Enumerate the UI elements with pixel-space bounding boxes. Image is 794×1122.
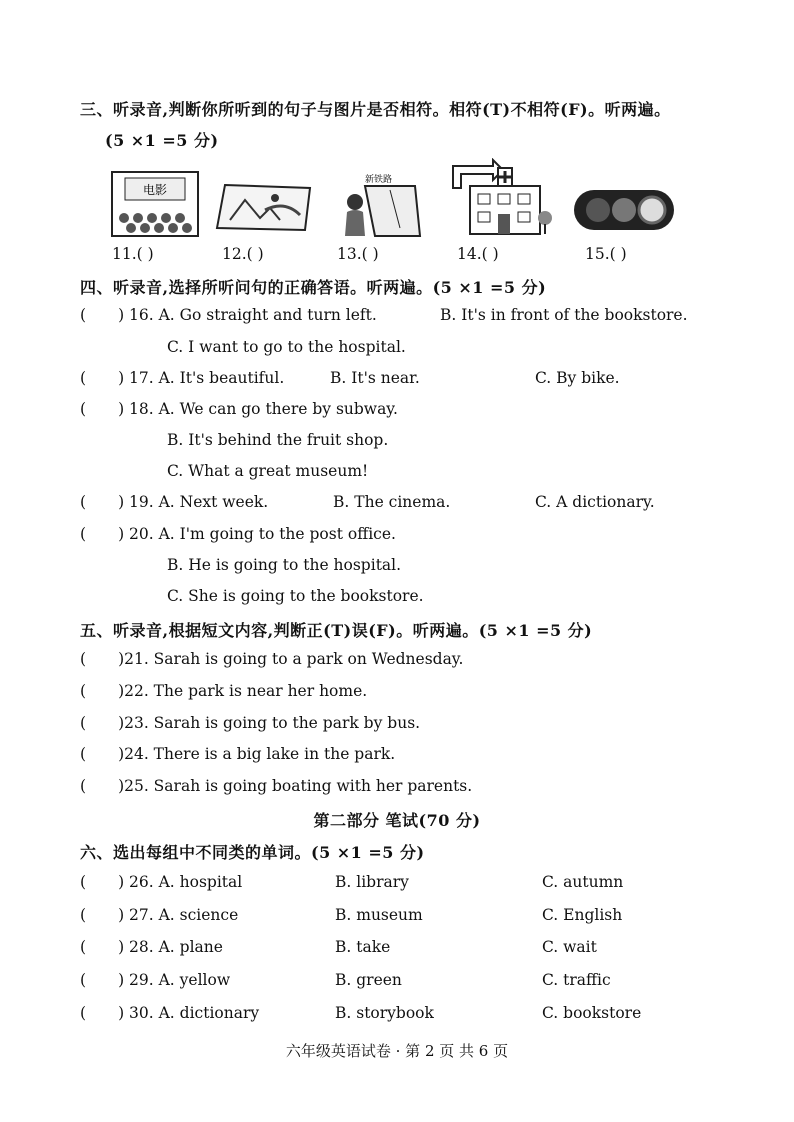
question-18-b: B. It's behind the fruit shop. [167, 431, 389, 449]
question-16-b: B. It's in front of the bookstore. [440, 306, 688, 324]
section3-heading: 三、听录音,判断你所听到的句子与图片是否相符。相符(T)不相符(F)。听两遍。 [80, 100, 671, 119]
question-23-text: )23. Sarah is going to the park by bus. [118, 714, 421, 732]
part2-title: 第二部分 笔试(70 分) [313, 811, 481, 830]
question-18-c: C. What a great museum! [167, 462, 369, 480]
question-29-row[interactable] [80, 971, 230, 989]
cinema-sign-text: 电影 [142, 183, 168, 197]
question-16-row[interactable] [80, 306, 377, 324]
question-17-a: ) 17. A. It's beautiful. [118, 369, 285, 387]
question-19-a: ) 19. A. Next week. [118, 493, 269, 511]
cinema-picture [110, 170, 200, 240]
question-28-b: B. take [335, 938, 391, 956]
open-paren: ( [80, 777, 87, 795]
question-24-text: )24. There is a big lake in the park. [118, 745, 396, 763]
section4-heading: 四、听录音,选择所听问句的正确答语。听两遍。(5 ×1 =5 分) [80, 278, 547, 297]
question-27-c: C. English [542, 906, 623, 924]
open-paren: ( [80, 714, 87, 732]
map-picture [215, 180, 315, 235]
section6-heading: 六、选出每组中不同类的单词。(5 ×1 =5 分) [80, 843, 425, 862]
question-17-c: C. By bike. [535, 369, 620, 387]
question-22-row[interactable] [80, 682, 367, 700]
question-20-b: B. He is going to the hospital. [167, 556, 402, 574]
question-29-b: B. green [335, 971, 402, 989]
answer-blank-13[interactable]: 13.( ) [337, 245, 379, 263]
question-30-b: B. storybook [335, 1004, 434, 1022]
open-paren: ( [80, 306, 87, 324]
question-25-text: )25. Sarah is going boating with her parents. [118, 777, 473, 795]
open-paren: ( [80, 682, 87, 700]
answer-blank-14[interactable]: 14.( ) [457, 245, 499, 263]
section5-heading: 五、听录音,根据短文内容,判断正(T)误(F)。听两遍。(5 ×1 =5 分) [80, 621, 593, 640]
open-paren: ( [80, 493, 87, 511]
open-paren: ( [80, 650, 87, 668]
question-28-a: ) 28. A. plane [118, 938, 223, 956]
question-18-row[interactable] [80, 400, 398, 418]
open-paren: ( [80, 525, 87, 543]
question-27-a: ) 27. A. science [118, 906, 239, 924]
question-26-row[interactable] [80, 873, 242, 891]
question-30-row[interactable] [80, 1004, 259, 1022]
question-24-row[interactable] [80, 745, 395, 763]
question-17-b: B. It's near. [330, 369, 420, 387]
question-26-c: C. autumn [542, 873, 624, 891]
question-21-row[interactable] [80, 650, 463, 668]
hospital-picture [448, 158, 553, 240]
open-paren: ( [80, 369, 87, 387]
open-paren: ( [80, 400, 87, 418]
question-22-text: )22. The park is near her home. [118, 682, 368, 700]
open-paren: ( [80, 745, 87, 763]
question-19-c: C. A dictionary. [535, 493, 655, 511]
section3-score: (5 ×1 =5 分) [105, 131, 219, 150]
question-30-c: C. bookstore [542, 1004, 642, 1022]
question-21-text: )21. Sarah is going to a park on Wednesday. [118, 650, 464, 668]
traffic-light-picture [572, 188, 677, 232]
question-26-b: B. library [335, 873, 409, 891]
open-paren: ( [80, 1004, 87, 1022]
question-19-row[interactable] [80, 493, 268, 511]
question-23-row[interactable] [80, 714, 420, 732]
question-28-c: C. wait [542, 938, 597, 956]
question-26-a: ) 26. A. hospital [118, 873, 243, 891]
question-27-row[interactable] [80, 906, 238, 924]
open-paren: ( [80, 938, 87, 956]
question-29-c: C. traffic [542, 971, 611, 989]
question-28-row[interactable] [80, 938, 223, 956]
answer-blank-11[interactable]: 11.( ) [112, 245, 154, 263]
open-paren: ( [80, 873, 87, 891]
question-16-c: C. I want to go to the hospital. [167, 338, 406, 356]
question-20-c: C. She is going to the bookstore. [167, 587, 424, 605]
question-17-row[interactable] [80, 369, 284, 387]
question-27-b: B. museum [335, 906, 423, 924]
subway-sign-text: 新铁路 [365, 175, 393, 185]
open-paren: ( [80, 906, 87, 924]
answer-blank-12[interactable]: 12.( ) [222, 245, 264, 263]
question-30-a: ) 30. A. dictionary [118, 1004, 260, 1022]
page-footer: 六年级英语试卷 · 第 2 页 共 6 页 [285, 1042, 509, 1060]
question-16-a: ) 16. A. Go straight and turn left. [118, 306, 377, 324]
answer-blank-15[interactable]: 15.( ) [585, 245, 627, 263]
question-19-b: B. The cinema. [333, 493, 451, 511]
question-25-row[interactable] [80, 777, 472, 795]
open-paren: ( [80, 971, 87, 989]
question-29-a: ) 29. A. yellow [118, 971, 231, 989]
question-20-row[interactable] [80, 525, 396, 543]
subway-picture [335, 168, 425, 240]
question-20-a: ) 20. A. I'm going to the post office. [118, 525, 396, 543]
question-18-a: ) 18. A. We can go there by subway. [118, 400, 398, 418]
